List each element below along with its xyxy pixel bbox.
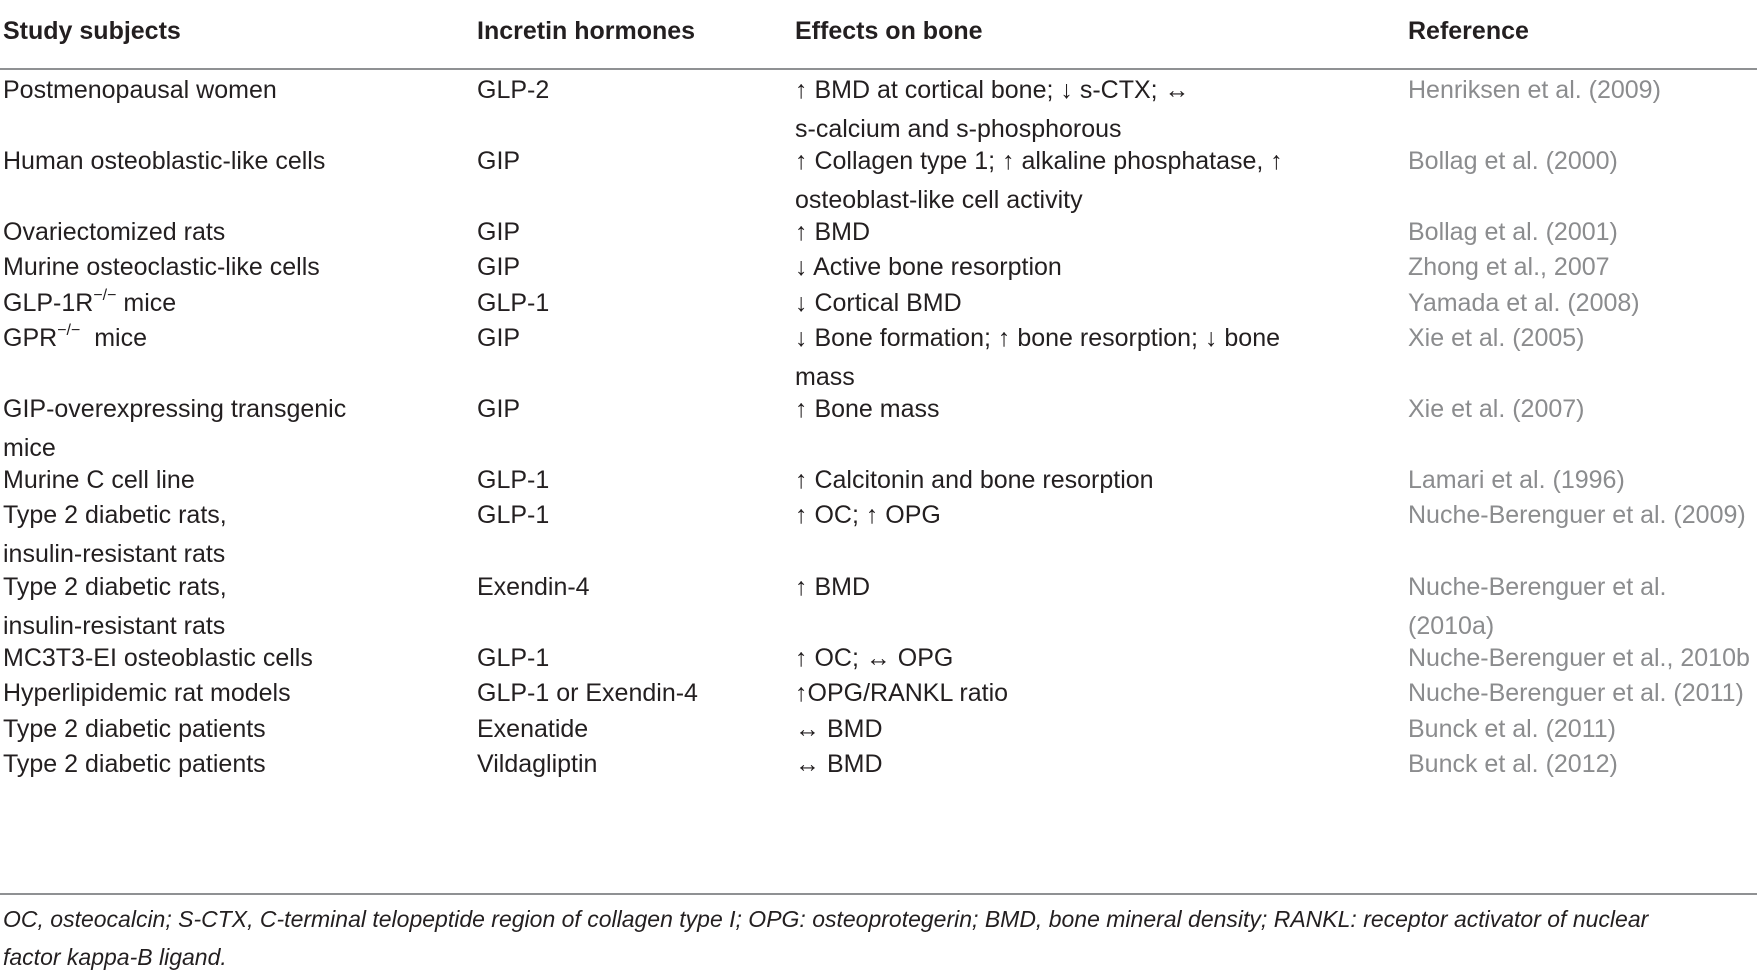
cell-line: insulin-resistant rats bbox=[3, 612, 226, 640]
knockout-superscript: −/− bbox=[57, 321, 81, 339]
cell-line: ↑ Calcitonin and bone resorption bbox=[795, 466, 1154, 494]
cell-reference bbox=[1408, 319, 1757, 358]
cell-study-subjects bbox=[3, 461, 463, 500]
header-incretin-hormones: Incretin hormones bbox=[477, 17, 696, 45]
cell-study-subjects bbox=[3, 710, 463, 749]
cell-study-subjects bbox=[3, 639, 463, 678]
bottom-rule bbox=[0, 893, 1757, 895]
cell-line: ↓ Cortical BMD bbox=[795, 289, 962, 317]
cell-line: mass bbox=[795, 363, 855, 391]
cell-reference bbox=[1408, 284, 1757, 323]
cell-incretin-hormone: GLP-1 or Exendin-4 bbox=[477, 679, 698, 707]
cell-reference bbox=[1408, 639, 1757, 678]
cell-reference bbox=[1408, 745, 1757, 784]
cell-incretin-hormone: GIP bbox=[477, 218, 521, 246]
cell-line: Lamari et al. (1996) bbox=[1408, 466, 1625, 494]
cell-line: Murine osteoclastic-like cells bbox=[3, 253, 320, 281]
cell-line: (2010a) bbox=[1408, 612, 1495, 640]
cell-study-subjects bbox=[3, 674, 463, 713]
subject-base: GLP-1R bbox=[3, 289, 94, 317]
cell-reference bbox=[1408, 390, 1757, 429]
cell-study-subjects bbox=[3, 745, 463, 784]
knockout-superscript: −/− bbox=[93, 286, 117, 304]
cell-incretin-hormone: Vildagliptin bbox=[477, 750, 598, 778]
cell-line: Human osteoblastic-like cells bbox=[3, 147, 326, 175]
cell-line: ↔ BMD bbox=[795, 715, 883, 743]
cell-effects-on-bone bbox=[795, 319, 1335, 397]
cell-incretin-hormone: GLP-2 bbox=[477, 76, 550, 104]
cell-study-subjects bbox=[3, 319, 463, 358]
cell-line: ↑ OC; ↑ OPG bbox=[795, 501, 941, 529]
cell-line: Murine C cell line bbox=[3, 466, 195, 494]
cell-study-subjects bbox=[3, 71, 463, 110]
cell-incretin-hormone: GIP bbox=[477, 253, 521, 281]
cell-study-subjects bbox=[3, 496, 463, 574]
cell-line: Postmenopausal women bbox=[3, 76, 277, 104]
cell-reference bbox=[1408, 710, 1757, 749]
cell-line: Xie et al. (2007) bbox=[1408, 395, 1585, 423]
cell-incretin-hormone: Exenatide bbox=[477, 715, 589, 743]
cell-line: ↑ Bone mass bbox=[795, 395, 940, 423]
cell-line: Type 2 diabetic patients bbox=[3, 750, 266, 778]
cell-line: ↑ BMD bbox=[795, 218, 870, 246]
cell-incretin-hormone: GIP bbox=[477, 395, 521, 423]
cell-effects-on-bone bbox=[795, 674, 1335, 713]
cell-line: ↑ BMD bbox=[795, 573, 870, 601]
cell-line: Henriksen et al. (2009) bbox=[1408, 76, 1661, 104]
cell-effects-on-bone bbox=[795, 284, 1335, 323]
cell-line: ↓ Active bone resorption bbox=[795, 253, 1062, 281]
header-reference: Reference bbox=[1408, 17, 1529, 45]
cell-study-subjects bbox=[3, 390, 463, 468]
cell-study-subjects bbox=[3, 284, 463, 323]
cell-effects-on-bone bbox=[795, 71, 1335, 149]
cell-incretin-hormone: GLP-1 bbox=[477, 501, 550, 529]
cell-line: osteoblast-like cell activity bbox=[795, 186, 1083, 214]
footnote-line-1: OC, osteocalcin; S-CTX, C-terminal telopeptide region of collagen type I; OPG: osteoprotegerin; BMD, bone mineral density; RANKL: receptor activator of nuclear bbox=[3, 906, 1649, 932]
cell-study-subjects bbox=[3, 248, 463, 287]
cell-line: GIP-overexpressing transgenic bbox=[3, 395, 347, 423]
cell-effects-on-bone bbox=[795, 639, 1335, 678]
cell-incretin-hormone: GLP-1 bbox=[477, 289, 550, 317]
cell-line: Bollag et al. (2001) bbox=[1408, 218, 1618, 246]
cell-reference bbox=[1408, 213, 1757, 252]
cell-line: Type 2 diabetic rats, bbox=[3, 573, 227, 601]
cell-line: Yamada et al. (2008) bbox=[1408, 289, 1640, 317]
cell-line: Type 2 diabetic rats, bbox=[3, 501, 227, 529]
cell-study-subjects bbox=[3, 213, 463, 252]
cell-reference bbox=[1408, 142, 1757, 181]
cell-line: Nuche-Berenguer et al. (2011) bbox=[1408, 679, 1744, 707]
cell-line: Bunck et al. (2011) bbox=[1408, 715, 1616, 743]
cell-line bbox=[3, 319, 463, 358]
cell-line: Nuche-Berenguer et al. bbox=[1408, 573, 1667, 601]
cell-line: Bunck et al. (2012) bbox=[1408, 750, 1618, 778]
cell-reference bbox=[1408, 461, 1757, 500]
cell-line: ↑ OC; ↔ OPG bbox=[795, 644, 954, 672]
cell-line: ↑OPG/RANKL ratio bbox=[795, 679, 1009, 707]
cell-incretin-hormone: GLP-1 bbox=[477, 466, 550, 494]
cell-reference bbox=[1408, 568, 1757, 646]
cell-line: mice bbox=[3, 434, 56, 462]
cell-incretin-hormone: GIP bbox=[477, 147, 521, 175]
cell-line: ↑ BMD at cortical bone; ↓ s-CTX; ↔ bbox=[795, 76, 1190, 104]
cell-study-subjects bbox=[3, 568, 463, 646]
footnote-line-2: factor kappa-B ligand. bbox=[3, 944, 227, 970]
cell-line: Ovariectomized rats bbox=[3, 218, 226, 246]
cell-incretin-hormone: Exendin-4 bbox=[477, 573, 590, 601]
cell-line: Nuche-Berenguer et al., 2010b bbox=[1408, 644, 1750, 672]
cell-study-subjects bbox=[3, 142, 463, 181]
cell-line: Nuche-Berenguer et al. (2009) bbox=[1408, 501, 1746, 529]
cell-effects-on-bone bbox=[795, 745, 1335, 784]
cell-line: s-calcium and s-phosphorous bbox=[795, 115, 1122, 143]
cell-effects-on-bone bbox=[795, 461, 1335, 500]
cell-incretin-hormone: GLP-1 bbox=[477, 644, 550, 672]
cell-line: Bollag et al. (2000) bbox=[1408, 147, 1618, 175]
cell-line: Xie et al. (2005) bbox=[1408, 324, 1585, 352]
subject-tail: mice bbox=[80, 324, 148, 352]
cell-reference bbox=[1408, 674, 1757, 713]
cell-line: Zhong et al., 2007 bbox=[1408, 253, 1610, 281]
cell-line: ↑ Collagen type 1; ↑ alkaline phosphatase, ↑ bbox=[795, 147, 1283, 175]
cell-line: Hyperlipidemic rat models bbox=[3, 679, 291, 707]
cell-effects-on-bone bbox=[795, 213, 1335, 252]
subject-tail: mice bbox=[116, 289, 177, 317]
cell-effects-on-bone bbox=[795, 142, 1335, 220]
cell-line: Type 2 diabetic patients bbox=[3, 715, 266, 743]
table-footnote bbox=[3, 900, 1753, 976]
top-rule bbox=[0, 68, 1757, 70]
cell-line: insulin-resistant rats bbox=[3, 540, 226, 568]
header-study-subjects: Study subjects bbox=[3, 17, 181, 45]
cell-reference bbox=[1408, 248, 1757, 287]
cell-effects-on-bone bbox=[795, 248, 1335, 287]
cell-incretin-hormone: GIP bbox=[477, 324, 521, 352]
cell-effects-on-bone bbox=[795, 568, 1335, 607]
cell-effects-on-bone bbox=[795, 496, 1335, 535]
cell-effects-on-bone bbox=[795, 710, 1335, 749]
cell-effects-on-bone bbox=[795, 390, 1335, 429]
cell-reference bbox=[1408, 496, 1757, 535]
cell-line: MC3T3-EI osteoblastic cells bbox=[3, 644, 313, 672]
cell-line bbox=[3, 284, 463, 323]
cell-reference bbox=[1408, 71, 1757, 110]
cell-line: ↓ Bone formation; ↑ bone resorption; ↓ bone bbox=[795, 324, 1281, 352]
subject-base: GPR bbox=[3, 324, 58, 352]
header-effects-on-bone: Effects on bone bbox=[795, 17, 983, 45]
cell-line: ↔ BMD bbox=[795, 750, 883, 778]
